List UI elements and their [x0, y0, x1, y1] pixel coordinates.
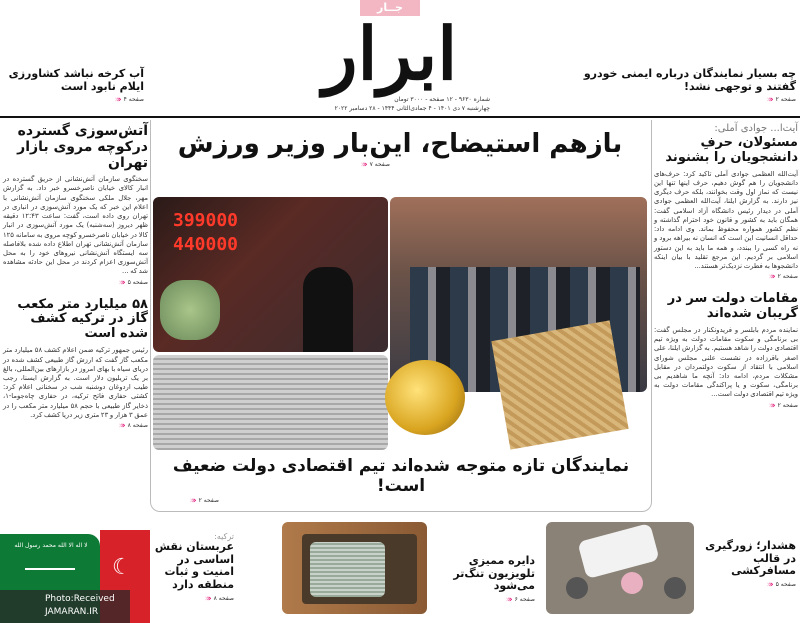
- top-right-teaser[interactable]: [560, 68, 796, 105]
- umbrella: [664, 577, 686, 599]
- page-label: صفحه ۲: [777, 401, 798, 409]
- page-ref: [4, 95, 144, 105]
- chevrons-icon: ‹‹‹: [768, 400, 774, 411]
- page-label: صفحه ۶: [514, 595, 535, 603]
- chevrons-icon: ‹‹‹: [766, 95, 772, 106]
- sub-headline: نمایندگان تازه متوجه شده‌اند تیم اقتصادی دولت ضعیف است!: [172, 456, 630, 496]
- article-body: نماینده مردم بابلسر و فریدونکنار در مجلس گفت: بی برنامگی و سکوت مقامات دولت به ویژه تیم اقتصادی دولت را شاهد هستیم. به گزارش ایلنا، علی اصغر باقرزاده در نشست علنی مجلس شورای اسلامی با انتقاد از سکوت دولتمردان در مقابل مشکلات مردم، ادامه داد: آنچه ما شاهدیم بی برنامگی، سکوت و یا پراکندگی مقامات دولت به ویژه تیم اقتصادی دولت است...: [654, 325, 798, 399]
- page-ref: [654, 401, 798, 411]
- chevrons-icon: ‹‹‹: [505, 594, 511, 605]
- article-headline: مقامات دولت سر در گریبان شده‌اند: [667, 291, 798, 322]
- article-body: سخنگوی سازمان آتش‌نشانی از حریق گسترده در انبار کالای خیابان ناصرخسرو خبر داد. به گزارش مهر، جلال ملکی سخنگوی سازمان آتش‌نشانی با اعلام این خبر که یک مورد آتش‌سوزی در انباری در تهران روی داده است، گفت: ساعت ۱۲:۴۳ دقیقه ظهر دیروز (سه‌شنبه) یک مورد آتش‌سوزی در انبار کالا در خیابان ناصرخسرو کوچه مروی به سامانه ۱۲۵ سازمان آتش‌نشانی تهران اطلاع داده شده بلافاصله سه ایستگاه آتش‌نشانی نیروهای خود را به محل آتش‌سوزی اعزام کردند در محل این حادثه مشاهده شد که ...: [3, 175, 148, 276]
- page-label: صفحه ۵: [775, 580, 796, 588]
- masthead-divider: [0, 116, 800, 118]
- gold-coins-image: [385, 360, 465, 435]
- main-headline-block[interactable]: [160, 128, 640, 170]
- page-label: صفحه ۷: [369, 161, 390, 168]
- top-left-teaser[interactable]: [4, 68, 144, 105]
- article-robbery[interactable]: [698, 540, 796, 590]
- chevrons-icon: ‹‹‹: [118, 420, 124, 431]
- sub-headline-block[interactable]: [158, 456, 644, 506]
- teaser-headline: چه بسیار نمایندگان درباره ایمنی خودرو گفتند و توجهی نشد!: [583, 67, 796, 93]
- bread-basket-image: [491, 320, 628, 449]
- page-ref: [152, 594, 234, 604]
- article-tv[interactable]: [430, 555, 535, 605]
- teaser-headline: آب کرخه نباشد کشاورزی ایلام نابود است: [8, 67, 144, 93]
- page-ref: [160, 160, 390, 170]
- article-body: آیت‌الله العظمی جوادی آملی تاکید کرد: حرف‌های دانشجویان را هم گوش دهیم، حرف اینها تنها این نیست که نماز اول وقت بخوانند، بلکه حرف دیگری نیز دارند. به گزارش ایلنا، آیت‌الله العظمی جوادی آملی در دیدار رئیس دانشگاه آزاد اسلامی گفت: همگان باید به کشور و قانون خود احترام گذاشته و نظم کشور همواره محفوظ بماند. وی ادامه داد: حداقل انسانیت این است که انسان نه بیراهه برود و نه راه کسی را ببندد، و همه ما باید به این دستور اسلامی بر گردیم. این مرجع تقلید با بیان اینکه دانشجوها به فطرت نزدیک‌تر هستند...: [654, 169, 798, 270]
- chevrons-icon: ‹‹‹: [766, 579, 772, 590]
- shutter-photo: [153, 355, 388, 450]
- car: [577, 523, 659, 579]
- article-kicker: ترکیه:: [214, 532, 234, 541]
- article-turkey[interactable]: [152, 532, 234, 604]
- article-headline: ۵۸ میلیارد متر مکعب گاز در ترکیه کشف شده است: [17, 296, 148, 342]
- page-label: صفحه ۲: [777, 273, 798, 281]
- article-kicker: آیت‌ا... جوادی آملی:: [714, 123, 798, 134]
- article-fire[interactable]: [3, 123, 148, 288]
- taxi-photo: [546, 522, 694, 614]
- page-label: صفحه ۵: [127, 278, 148, 286]
- article-government[interactable]: [654, 292, 798, 411]
- sword-icon: [25, 568, 75, 570]
- issue-info: شماره ۹۶۳۰ - ۱۲ صفحه - ۳۰۰۰ تومان: [394, 96, 490, 103]
- page-ref: [3, 278, 148, 288]
- photo-credit: [0, 590, 130, 623]
- article-javadi[interactable]: [654, 123, 798, 282]
- chevrons-icon: ‹‹‹: [189, 496, 195, 506]
- page-label: صفحه ۸: [127, 421, 148, 429]
- chevrons-icon: ‹‹‹: [768, 272, 774, 283]
- board-number: 440000: [173, 234, 239, 255]
- page-ref: [560, 95, 796, 105]
- page-ref: [698, 580, 796, 590]
- credit-site: JAMARAN.IR: [45, 607, 99, 617]
- chevrons-icon: ‹‹‹: [360, 160, 366, 170]
- chevrons-icon: ‹‹‹: [114, 95, 120, 106]
- article-gas[interactable]: [3, 298, 148, 431]
- page-label: صفحه ۴: [123, 96, 144, 104]
- page-label: صفحه ۸: [213, 594, 234, 602]
- page-ref: [3, 421, 148, 431]
- page-ref: [654, 272, 798, 282]
- newspaper-logo: ابرار: [322, 11, 458, 96]
- right-column: [654, 123, 798, 411]
- page-label: صفحه ۲: [198, 497, 219, 504]
- article-headline: آتش‌سوزی گسترده درکوچه مروی بازار تهران: [17, 123, 148, 172]
- tv-photo: [282, 522, 427, 614]
- article-headline: هشدار؛ زورگیری در قالب مسافرکشی: [705, 539, 796, 578]
- credit-line: Photo:Received: [45, 594, 115, 604]
- page-ref: [158, 496, 219, 506]
- umbrella: [566, 577, 588, 599]
- left-column: [3, 123, 148, 431]
- tv-screen: [310, 542, 385, 597]
- logo-tag: جــار: [360, 0, 420, 16]
- person-silhouette: [303, 267, 353, 352]
- article-headline: مسئولان، حرفِ دانشجویان را بشنوند: [665, 135, 798, 165]
- article-headline: دایره ممیزی تلویزیون تنگ‌تر می‌شود: [453, 554, 535, 593]
- chevrons-icon: ‹‹‹: [118, 277, 124, 288]
- issue-date: چهارشنبه ۷ دی ۱۴۰۱ - ۴ جمادی‌الثانی ۱۴۴۴ - ۲۸ دسامبر ۲۰۲۲: [334, 105, 490, 112]
- money-bag-image: [160, 280, 220, 340]
- board-number: 399000: [173, 210, 239, 231]
- umbrella: [621, 572, 643, 594]
- main-headline: بازهم استیضاح، این‌بار وزیر ورزش: [177, 129, 623, 159]
- article-headline: عربستان نقش اساسی در امنیت و ثبات منطقه دارد: [154, 540, 234, 591]
- page-label: صفحه ۲: [775, 96, 796, 104]
- page-ref: [430, 595, 535, 605]
- exchange-board: [173, 209, 238, 257]
- crescent-icon: ☾: [112, 555, 132, 580]
- flag-text: لا اله الا الله محمد رسول الله: [14, 542, 88, 549]
- chevrons-icon: ‹‹‹: [204, 593, 210, 604]
- article-body: رئیس جمهور ترکیه ضمن اعلام کشف ۵۸ میلیارد متر مکعب گاز گفت که ارزش گاز طبیعی کشف شده در دریای سیاه با بهای امروز در بازارهای بین‌المللی، بالغ بر یک تریلیون دلار است. به گزارش ایسنا، رجب طیب اردوغان دوشنبه شب در سخنانی اعلام کرد: کشتی حفاری فاتح ترکیه، در حفاری چاه‌جوما-۱، ذخایر گاز طبیعی با حجم ۵۸ میلیارد متر مکعب را در عمق ۳ هزار و ۲۳ متری زیر دریا کشف کرد.: [3, 346, 148, 419]
